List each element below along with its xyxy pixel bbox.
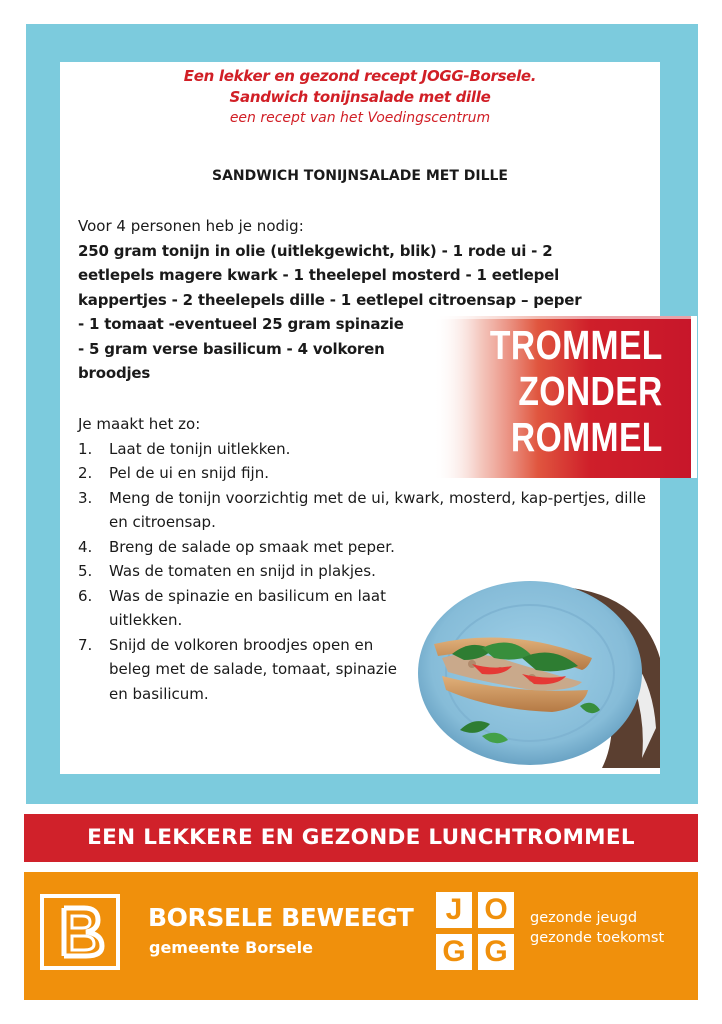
- badge-line-1: TROMMEL: [490, 322, 663, 368]
- ingredient-line: eetlepels magere kwark - 1 theelepel mosterd - 1 eetlepel: [78, 266, 560, 284]
- intro-block: [60, 66, 660, 129]
- step-number: 5.: [78, 562, 93, 580]
- borsele-b-logo-icon: [40, 894, 120, 970]
- badge-line-3: ROMMEL: [511, 414, 663, 460]
- step-text: Meng de tonijn voorzichtig met de ui, kwark, mosterd, kap-pertjes, dille en citroensap.: [109, 488, 646, 531]
- trommel-badge: [433, 316, 697, 478]
- step-text: Breng de salade op smaak met peper.: [109, 537, 395, 556]
- slogan-line-2: gezonde toekomst: [530, 930, 665, 946]
- intro-line-2: Sandwich tonijnsalade met dille: [229, 88, 491, 106]
- jogg-letter: G: [478, 934, 514, 970]
- ingredients-lead: Voor 4 personen heb je nodig:: [78, 217, 304, 235]
- badge-text: [490, 322, 663, 460]
- ingredient-line: broodjes: [78, 364, 151, 382]
- recipe-title: SANDWICH TONIJNSALADE MET DILLE: [212, 168, 508, 184]
- lunchtrommel-banner: EEN LEKKERE EN GEZONDE LUNCHTROMMEL: [24, 814, 698, 862]
- badge-line-2: ZONDER: [518, 368, 663, 414]
- step-text: Was de tomaten en snijd in plakjes.: [109, 562, 376, 580]
- step-text: Was de spinazie en basilicum en laat uitlekken.: [109, 586, 387, 629]
- intro-line-3: een recept van het Voedingscentrum: [229, 110, 491, 126]
- step-item: [78, 535, 648, 560]
- intro-line-1: Een lekker en gezond recept JOGG-Borsele.: [183, 67, 537, 85]
- step-number: 7.: [78, 635, 93, 654]
- step-item: [78, 486, 648, 535]
- step-number: 6.: [78, 586, 93, 605]
- step-number: 4.: [78, 537, 93, 556]
- footer: [24, 872, 698, 1000]
- step-number: 1.: [78, 439, 93, 458]
- brand-name: BORSELE BEWEEGT: [148, 903, 414, 932]
- jogg-letter: J: [436, 892, 472, 928]
- jogg-slogan: [530, 908, 664, 948]
- step-text: Pel de ui en snijd fijn.: [109, 464, 269, 482]
- step-number: 2.: [78, 464, 93, 482]
- ingredient-line: - 1 tomaat -eventueel 25 gram spinazie: [78, 315, 404, 333]
- jogg-letter: G: [436, 934, 472, 970]
- step-text: Snijd de volkoren broodjes open en beleg met de salade, tomaat, spinazie en basilicum.: [109, 635, 398, 703]
- method-lead: Je maakt het zo:: [78, 415, 201, 433]
- step-number: 3.: [78, 488, 93, 507]
- step-text: Laat de tonijn uitlekken.: [109, 439, 291, 458]
- ingredient-line: - 5 gram verse basilicum - 4 volkoren: [78, 339, 385, 358]
- slogan-line-1: gezonde jeugd: [530, 910, 638, 926]
- sandwich-photo-icon: [412, 578, 662, 768]
- jogg-letter: O: [478, 892, 514, 928]
- jogg-logo: [436, 892, 518, 974]
- brand-sub: gemeente Borsele: [149, 938, 313, 957]
- ingredient-line: 250 gram tonijn in olie (uitlekgewicht, blik) - 1 rode ui - 2: [78, 241, 553, 260]
- ingredient-line: kappertjes - 2 theelepels dille - 1 eetlepel citroensap – peper: [78, 290, 582, 309]
